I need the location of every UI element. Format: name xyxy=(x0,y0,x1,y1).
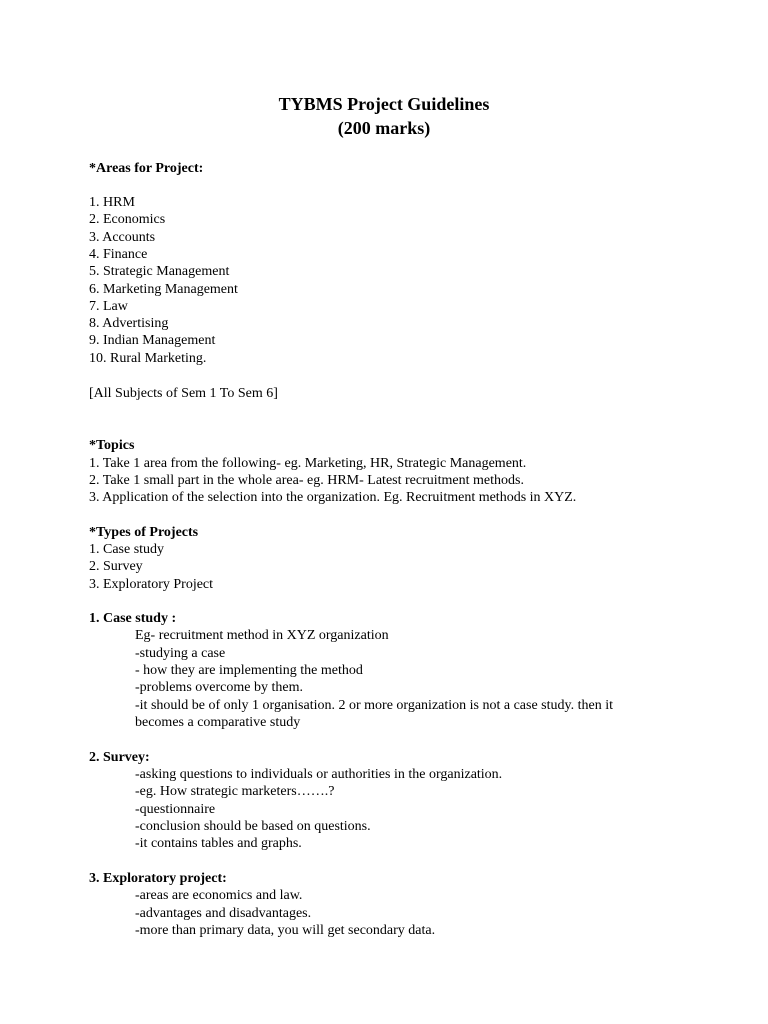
exploratory-item: -more than primary data, you will get secondary data. xyxy=(135,923,436,938)
survey-item: -asking questions to individuals or authorities in the organization. xyxy=(135,767,503,782)
case-study-item: -studying a case xyxy=(135,646,226,661)
exploratory-item: -advantages and disadvantages. xyxy=(135,906,312,921)
areas-item: 4. Finance xyxy=(89,247,148,262)
exploratory-heading: 3. Exploratory project: xyxy=(89,871,227,886)
case-study-item: becomes a comparative study xyxy=(135,715,301,730)
areas-item: 5. Strategic Management xyxy=(89,264,230,279)
types-item: 1. Case study xyxy=(89,542,165,557)
topics-item: 2. Take 1 small part in the whole area- eg. HRM- Latest recruitment methods. xyxy=(89,473,524,488)
case-study-item: -it should be of only 1 organisation. 2 or more organization is not a case study. then it xyxy=(135,698,613,713)
types-item: 2. Survey xyxy=(89,559,143,574)
types-heading: *Types of Projects xyxy=(89,525,199,540)
areas-item: 10. Rural Marketing. xyxy=(89,351,207,366)
survey-item: -it contains tables and graphs. xyxy=(135,836,302,851)
areas-item: 1. HRM xyxy=(89,195,135,210)
survey-heading: 2. Survey: xyxy=(89,750,150,765)
areas-item: 6. Marketing Management xyxy=(89,282,238,297)
types-item: 3. Exploratory Project xyxy=(89,577,214,592)
survey-item: -conclusion should be based on questions. xyxy=(135,819,371,834)
document-title: TYBMS Project Guidelines xyxy=(278,94,490,114)
case-study-item: Eg- recruitment method in XYZ organization xyxy=(135,628,389,643)
areas-item: 8. Advertising xyxy=(89,316,169,331)
areas-item: 3. Accounts xyxy=(89,230,156,245)
case-study-item: - how they are implementing the method xyxy=(135,663,363,678)
areas-note: [All Subjects of Sem 1 To Sem 6] xyxy=(89,386,278,401)
case-study-item: -problems overcome by them. xyxy=(135,680,303,695)
exploratory-item: -areas are economics and law. xyxy=(135,888,303,903)
survey-item: -questionnaire xyxy=(135,802,216,817)
document-subtitle: (200 marks) xyxy=(337,118,431,138)
topics-item: 3. Application of the selection into the organization. Eg. Recruitment methods in XYZ. xyxy=(89,490,577,505)
areas-item: 2. Economics xyxy=(89,212,166,227)
areas-heading: *Areas for Project: xyxy=(89,161,204,176)
case-study-heading: 1. Case study : xyxy=(89,611,177,626)
areas-item: 9. Indian Management xyxy=(89,333,216,348)
topics-item: 1. Take 1 area from the following- eg. Marketing, HR, Strategic Management. xyxy=(89,456,527,471)
survey-item: -eg. How strategic marketers…….? xyxy=(135,784,335,799)
topics-heading: *Topics xyxy=(89,438,135,453)
areas-item: 7. Law xyxy=(89,299,128,314)
